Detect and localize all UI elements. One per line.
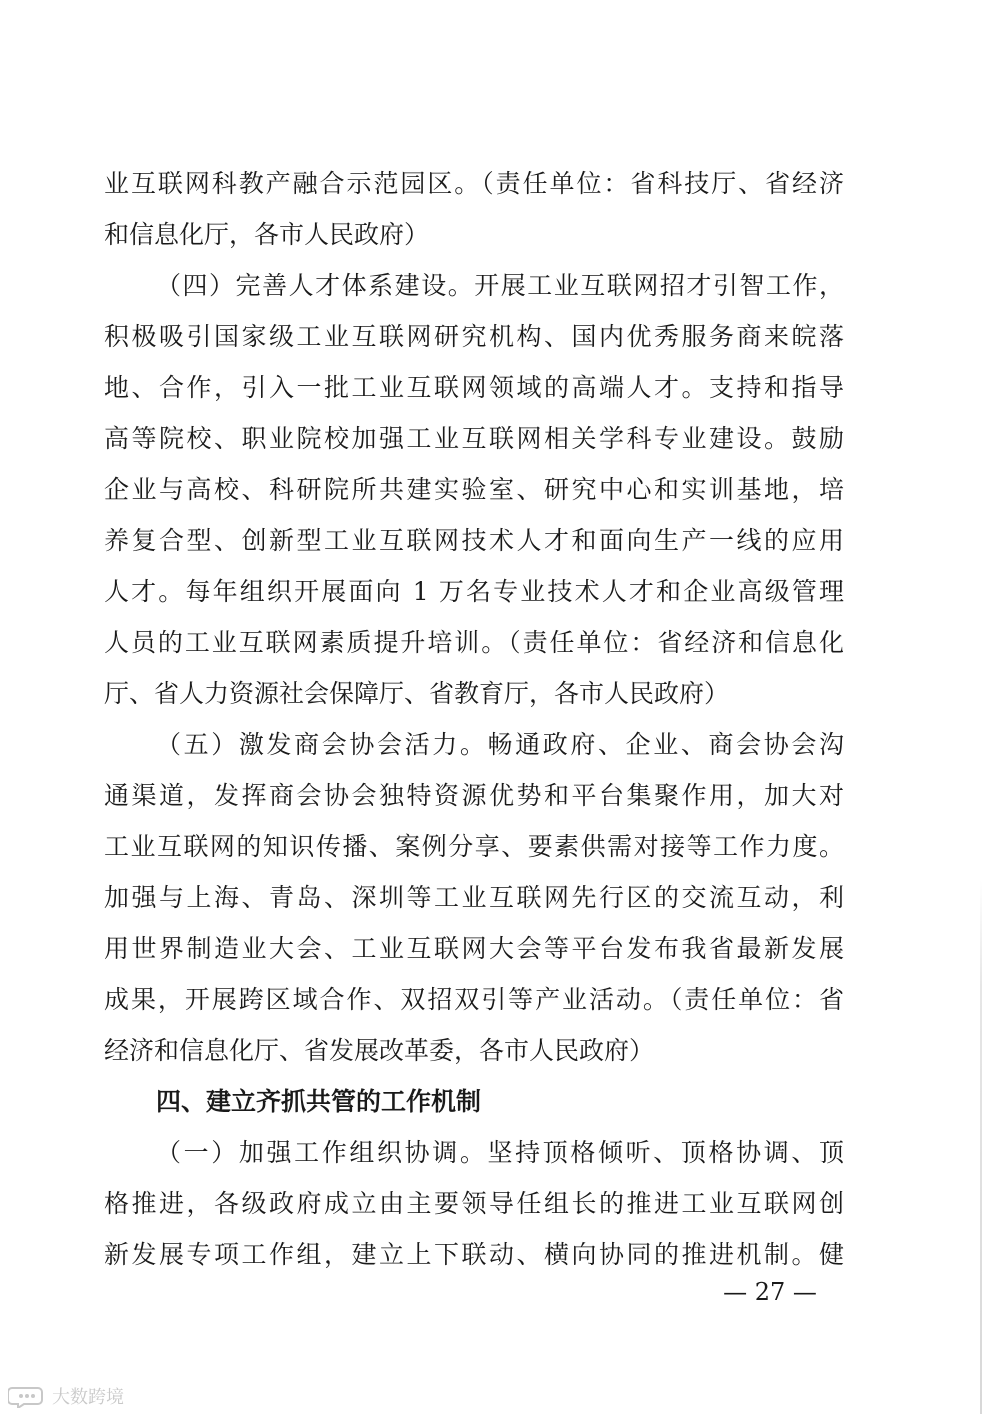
speech-bubble-logo-icon — [8, 1384, 48, 1408]
text-line: 企业与高校、科研院所共建实验室、研究中心和实训基地，培 — [104, 475, 844, 504]
text-line: 地、合作，引入一批工业互联网领域的高端人才。支持和指导 — [104, 373, 844, 402]
text-line: 经济和信息化厅、省发展改革委，各市人民政府） — [104, 1036, 655, 1065]
text-line: 通渠道，发挥商会协会独特资源优势和平台集聚作用，加大对 — [104, 781, 844, 810]
page-number: — 27 — — [723, 1278, 817, 1306]
text-line: 高等院校、职业院校加强工业互联网相关学科专业建设。鼓励 — [104, 424, 844, 453]
text-line: 人才。每年组织开展面向 1 万名专业技术人才和企业高级管理 — [104, 577, 844, 606]
text-line: 用世界制造业大会、工业互联网大会等平台发布我省最新发展 — [104, 934, 844, 963]
text-line: 厅、省人力资源社会保障厅、省教育厅，各市人民政府） — [104, 679, 730, 708]
watermark — [8, 1382, 124, 1410]
scan-edge-shadow — [980, 880, 982, 1414]
watermark-text: 大数跨境 — [52, 1387, 124, 1408]
chapter-heading: 四、建立齐抓共管的工作机制 — [156, 1087, 482, 1116]
text-line: 工业互联网的知识传播、案例分享、要素供需对接等工作力度。 — [104, 832, 844, 861]
text-line: 养复合型、创新型工业互联网技术人才和面向生产一线的应用 — [104, 526, 844, 555]
section-heading-line: （五）激发商会协会活力。畅通政府、企业、商会协会沟 — [156, 730, 844, 759]
section-heading-line: （一）加强工作组织协调。坚持顶格倾听、顶格协调、顶 — [156, 1138, 844, 1167]
text-line: 业互联网科教产融合示范园区。（责任单位：省科技厅、省经济 — [104, 169, 844, 198]
text-line: 和信息化厅，各市人民政府） — [104, 220, 430, 249]
document-body — [104, 158, 844, 1280]
text-line: 人员的工业互联网素质提升培训。（责任单位：省经济和信息化 — [104, 628, 844, 657]
text-line: 成果，开展跨区域合作、双招双引等产业活动。（责任单位：省 — [104, 985, 844, 1014]
section-heading-line: （四）完善人才体系建设。开展工业互联网招才引智工作， — [156, 271, 844, 300]
text-line: 格推进，各级政府成立由主要领导任组长的推进工业互联网创 — [104, 1189, 844, 1218]
text-line: 加强与上海、青岛、深圳等工业互联网先行区的交流互动，利 — [104, 883, 844, 912]
text-line: 积极吸引国家级工业互联网研究机构、国内优秀服务商来皖落 — [104, 322, 844, 351]
text-line: 新发展专项工作组，建立上下联动、横向协同的推进机制。健 — [104, 1240, 844, 1269]
